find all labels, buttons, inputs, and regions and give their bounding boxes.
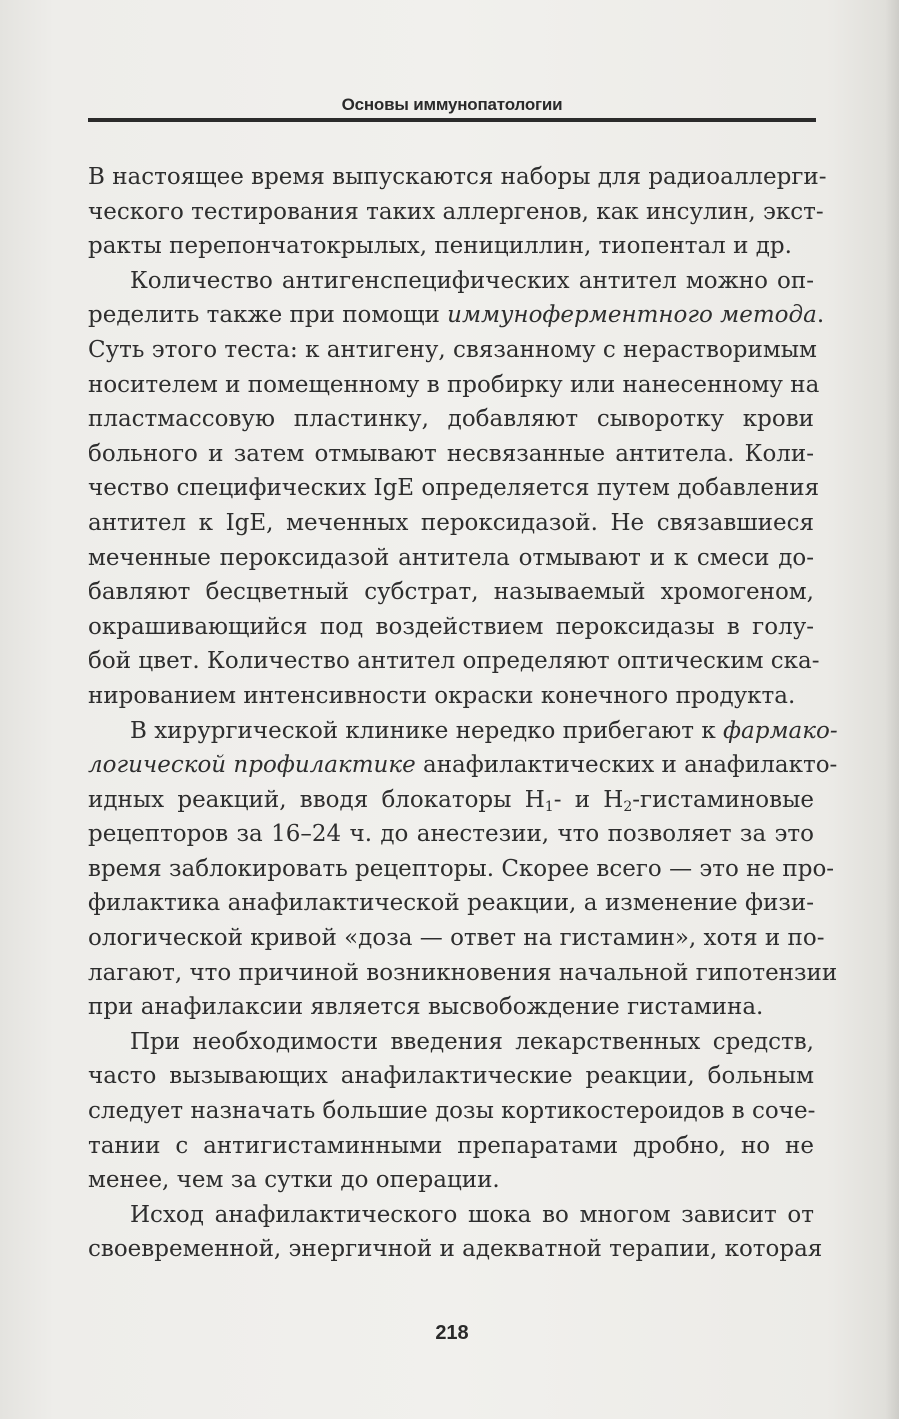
text-line: меченные пероксидазой антитела отмывают и к смеси до- — [88, 544, 814, 571]
text-line: ределить также при помощи иммуноферментного метода. — [88, 302, 825, 329]
text-line: часто вызывающих анафилактические реакции, больным — [88, 1063, 814, 1090]
text-line: окрашивающийся под воздействием пероксидазы в голу- — [88, 613, 814, 640]
subscript: 1 — [544, 798, 554, 815]
text-line: ческого тестирования таких аллергенов, как инсулин, экст- — [88, 198, 824, 225]
text-line: Суть этого теста: к антигену, связанному с нерастворимым — [88, 336, 817, 363]
text-line: следует назначать большие дозы кортикостероидов в соче- — [88, 1098, 816, 1125]
italic-term: фармако- — [723, 717, 838, 744]
text-line: рецепторов за 16–24 ч. до анестезии, что позволяет за это — [88, 821, 814, 848]
text-line: при анафилаксии является высвобождение гистамина. — [88, 994, 764, 1021]
text-line: идных реакций, вводя блокаторы $Н_1-$ и $Н_2$-гистаминовые — [88, 786, 815, 815]
text-line: бавляют бесцветный субстрат, называемый хромогеном, — [88, 579, 814, 606]
text-line: чество специфических IgE определяется путем добавления — [88, 475, 820, 502]
text-line: В хирургической клинике нередко прибегают к фармако- — [130, 717, 838, 744]
text-line: Исход анафилактического шока во многом зависит от — [130, 1201, 814, 1228]
page-number: 218 — [435, 1322, 469, 1344]
text-line: филактика анафилактической реакции, а изменение физи- — [88, 890, 814, 917]
italic-term: логической профилактике — [88, 752, 416, 779]
text-line: ракты перепончатокрылых, пенициллин, тиопентал и др. — [88, 233, 792, 260]
text-line: время заблокировать рецепторы. Скорее всего — это не про- — [88, 855, 835, 882]
header-rule — [88, 118, 816, 122]
text-line: логической профилактике анафилактических и анафилакто- — [88, 752, 838, 779]
text-line: ологической кривой «доза — ответ на гистамин», хотя и по- — [88, 925, 825, 952]
text-line: тании с антигистаминными препаратами дробно, но не — [88, 1132, 814, 1159]
text-line: носителем и помещенному в пробирку или нанесенному на — [88, 371, 820, 398]
text-line: лагают, что причиной возникновения начальной гипотензии — [88, 959, 838, 986]
text-line: больного и затем отмывают несвязанные антитела. Коли- — [88, 440, 814, 467]
body-text — [88, 160, 838, 1267]
text-line: В настоящее время выпускаются наборы для радиоаллерги- — [88, 164, 827, 190]
text-line: менее, чем за сутки до операции. — [88, 1167, 500, 1194]
italic-term: иммуноферментного метода — [447, 302, 817, 329]
text-line: нированием интенсивности окраски конечного продукта. — [88, 682, 796, 709]
text-line: своевременной, энергичной и адекватной терапии, которая — [88, 1236, 823, 1263]
running-title: Основы иммунопатологии — [341, 95, 563, 114]
text-line: Количество антигенспецифических антител можно оп- — [130, 267, 814, 294]
text-line: бой цвет. Количество антител определяют оптическим ска- — [88, 648, 820, 675]
text-line: пластмассовую пластинку, добавляют сыворотку крови — [88, 406, 814, 433]
text-line: антител к IgE, меченных пероксидазой. Не связавшиеся — [88, 509, 814, 536]
page-edge-shadow — [885, 0, 899, 1419]
subscript: 2 — [623, 798, 633, 815]
text-line: При необходимости введения лекарственных средств, — [130, 1028, 814, 1055]
